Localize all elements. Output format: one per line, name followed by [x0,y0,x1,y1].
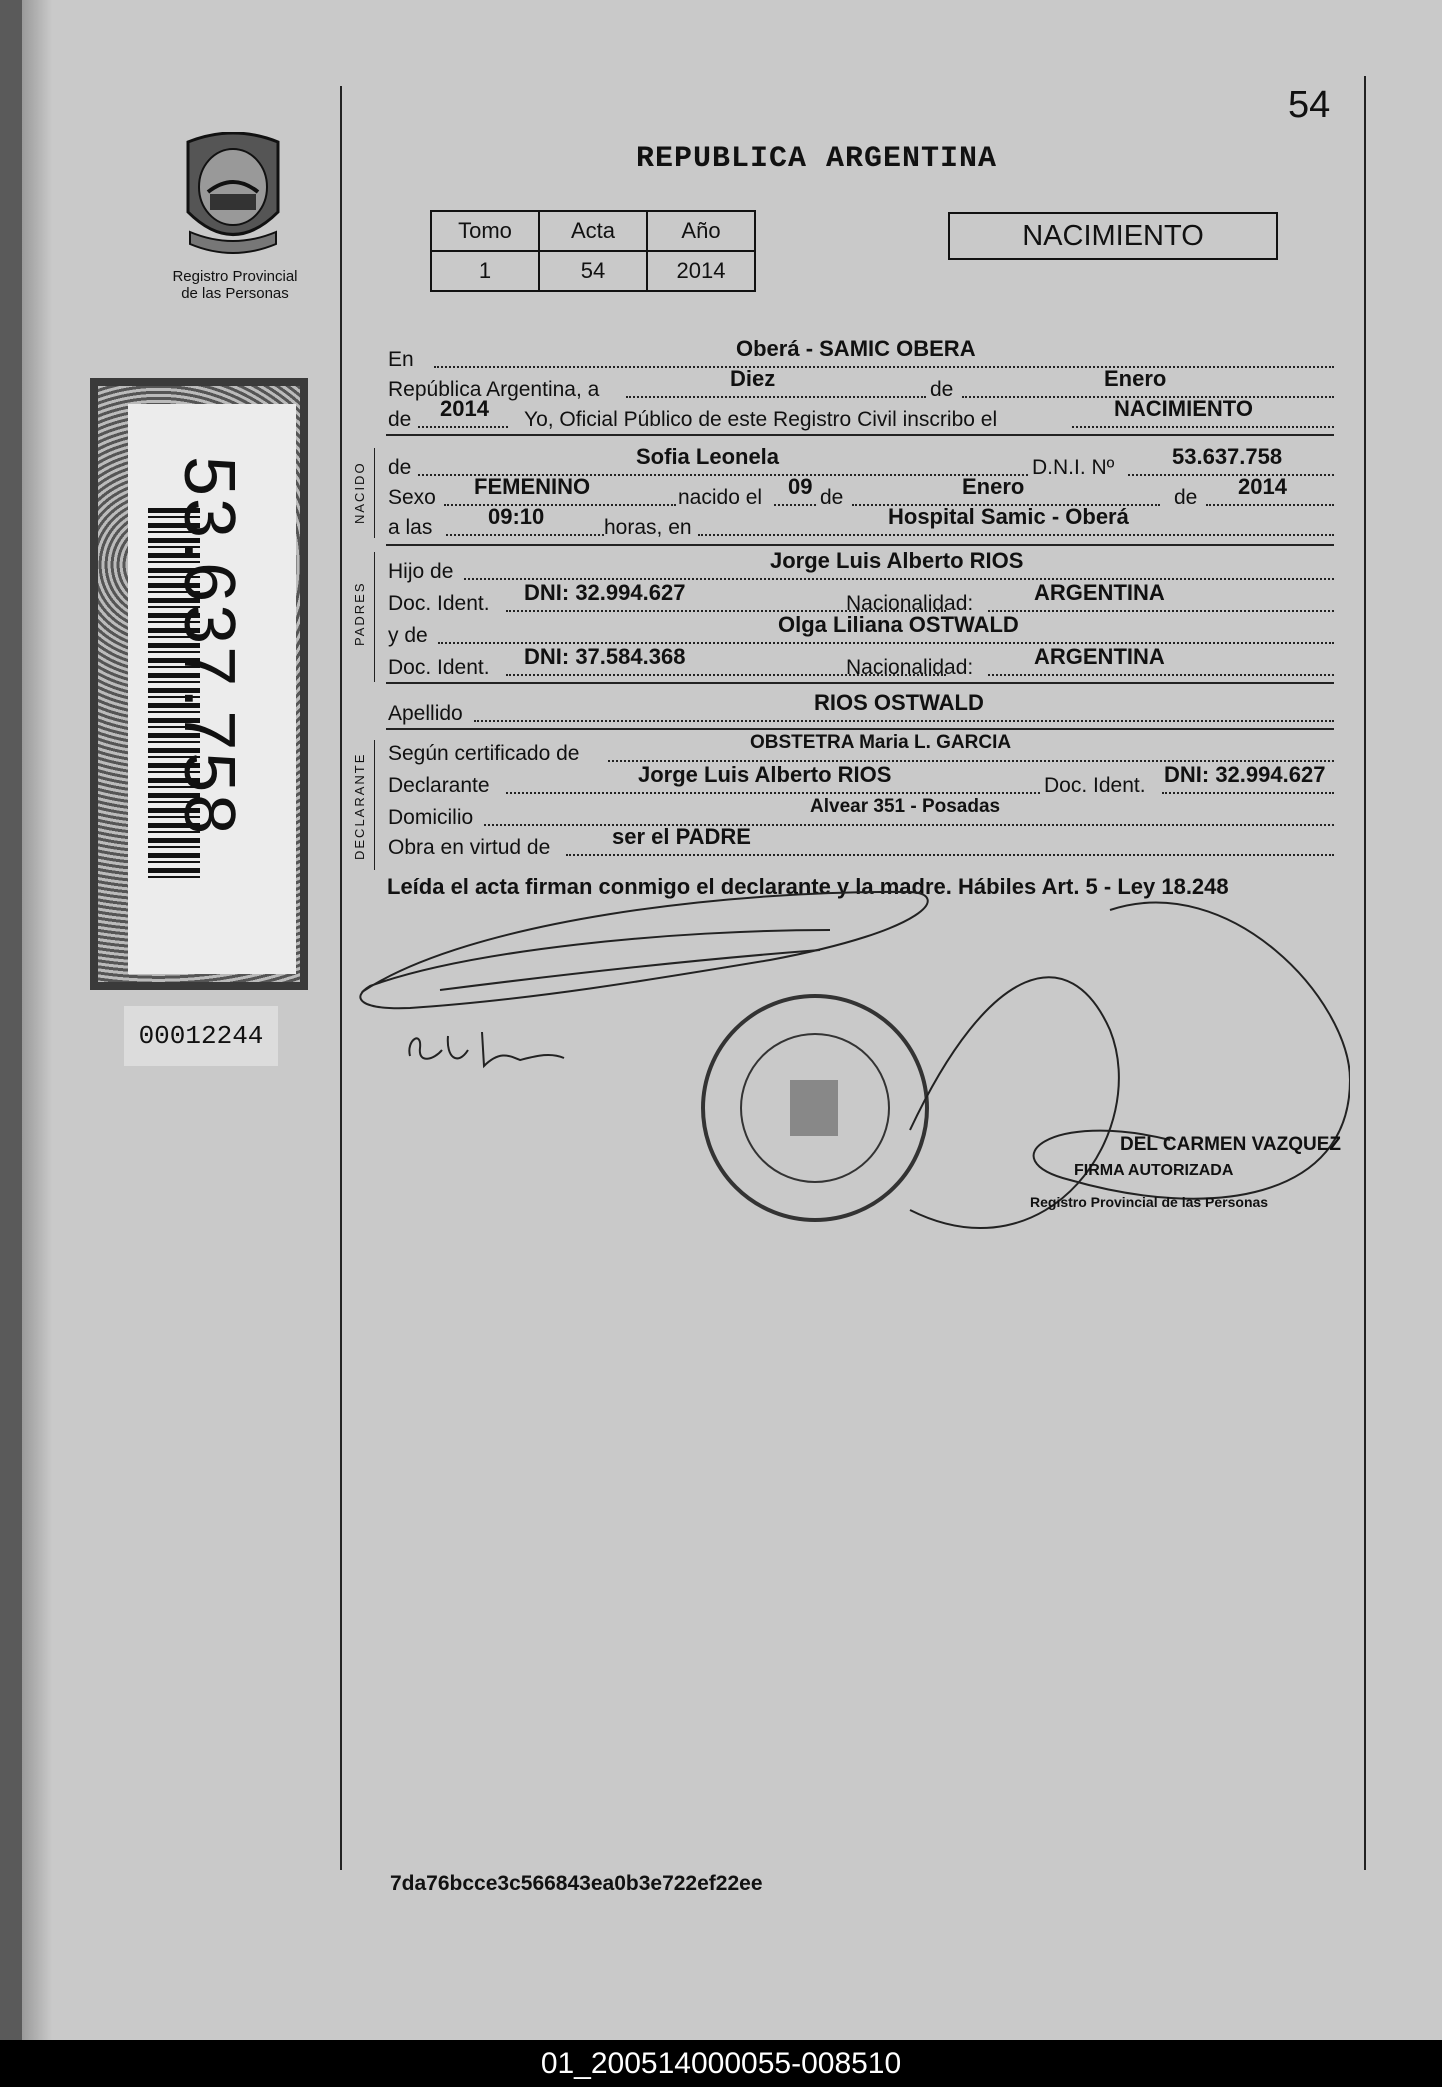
label-doc-madre: Doc. Ident. [388,656,490,679]
label-segun: Según certificado de [388,742,580,765]
value-hora: 09:10 [488,504,545,529]
value-sexo: FEMENINO [474,474,591,499]
scan-footer-id: 01_200514000055-008510 [0,2040,1442,2087]
officer-name: DEL CARMEN VAZQUEZ [1120,1134,1341,1155]
value-acta: 54 [539,251,647,291]
label-nacionalidad-padre: Nacionalidad: [846,592,974,615]
row-hora [388,504,1334,540]
value-en: Oberá - SAMIC OBERA [736,336,976,361]
value-apellido: RIOS OSTWALD [814,690,984,715]
section-bracket-padres [374,552,375,682]
province-seal-logo [178,132,288,262]
value-domicilio: Alvear 351 - Posadas [810,796,1001,817]
value-lugar: Hospital Samic - Oberá [888,504,1129,529]
divider-2 [386,544,1334,546]
row-en [388,336,1334,372]
label-de-nacido-mes: de [820,486,844,509]
acta-table [430,210,756,292]
value-dia: Diez [730,366,776,391]
value-doc-padre: DNI: 32.994.627 [524,580,686,605]
header-tomo: Tomo [431,211,539,251]
value-madre: Olga Liliana OSTWALD [778,612,1019,637]
label-apellido: Apellido [388,702,463,725]
value-dni: 53.637.758 [1172,444,1283,469]
row-domicilio [388,796,1334,830]
section-bracket-nacido [374,448,375,538]
value-declarante: Jorge Luis Alberto RIOS [638,762,892,787]
record-type-box: NACIMIENTO [948,212,1278,260]
divider-1 [386,434,1334,436]
label-de-anio: de [388,408,412,431]
label-doc-padre: Doc. Ident. [388,592,490,615]
value-nacionalidad-madre: ARGENTINA [1034,644,1165,669]
registry-caption-line2: de las Personas [181,285,289,302]
registry-caption-line1: Registro Provincial [172,268,298,285]
row-anio [388,396,1334,432]
label-y-de: y de [388,624,428,647]
officer-registry: Registro Provincial de las Personas [1030,1194,1269,1210]
value-nombre: Sofia Leonela [636,444,780,469]
label-de-nacido-anio: de [1174,486,1198,509]
document-title: REPUBLICA ARGENTINA [636,142,998,176]
legal-statement: Leída el acta firman conmigo el declarante y la madre. Hábiles Art. 5 - Ley 18.248 [387,874,1229,899]
registry-caption [160,268,310,302]
label-declarante: Declarante [388,774,490,797]
label-sexo: Sexo [388,486,436,509]
label-nacido-el: nacido el [678,486,763,509]
paper-edge-shadow [22,0,52,2040]
label-en: En [388,348,414,371]
value-nacido-anio: 2014 [1238,474,1287,499]
row-apellido [388,690,1334,726]
dots-dia [626,372,926,398]
header-acta: Acta [539,211,647,251]
label-horas-en: horas, en [604,516,692,539]
header-anio: Año [647,211,755,251]
label-doc-declarante: Doc. Ident. [1044,774,1146,797]
label-de-nombre: de [388,456,412,479]
label-a-las: a las [388,516,433,539]
value-padre: Jorge Luis Alberto RIOS [770,548,1024,573]
signatures-and-stamp [350,880,1350,1350]
officer-role: FIRMA AUTORIZADA [1074,1162,1234,1179]
section-bracket-declarante [374,740,375,870]
value-nacionalidad-padre: ARGENTINA [1034,580,1165,605]
value-doc-declarante: DNI: 32.994.627 [1164,762,1326,787]
value-nacido-dia: 09 [788,474,813,499]
label-nacionalidad-madre: Nacionalidad: [846,656,974,679]
value-segun: OBSTETRA Maria L. GARCIA [750,732,1012,753]
value-doc-madre: DNI: 37.584.368 [524,644,686,669]
value-mes: Enero [1104,366,1167,391]
page-number: 54 [1288,84,1331,126]
serial-number: 00012244 [124,1006,278,1066]
side-label-nacido: NACIDO [352,461,367,524]
left-margin-rule [340,86,342,1870]
value-tomo: 1 [431,251,539,291]
declarant-signature [360,892,927,1008]
label-republica: República Argentina, a [388,378,600,401]
row-declarante [388,762,1334,798]
mother-signature [409,1032,564,1066]
right-margin-rule [1364,76,1366,1870]
barcode-number: 53.637.758 [169,456,249,837]
value-anio: 2014 [647,251,755,291]
label-yo-oficial: Yo, Oficial Público de este Registro Civil inscribo el [524,408,998,431]
label-hijo-de: Hijo de [388,560,454,583]
divider-4 [386,728,1334,730]
label-obra: Obra en virtud de [388,836,551,859]
label-dni: D.N.I. Nº [1032,456,1115,479]
label-domicilio: Domicilio [388,806,474,829]
side-label-padres: PADRES [352,581,367,646]
row-doc-madre [388,644,1334,680]
label-de-mes: de [930,378,954,401]
document-hash: 7da76bcce3c566843ea0b3e722ef22ee [390,1872,763,1895]
value-obra: ser el PADRE [612,824,751,849]
divider-3 [386,682,1334,684]
value-nacido-mes: Enero [962,474,1025,499]
row-obra [388,824,1334,860]
value-anio-inscripcion: 2014 [440,396,489,421]
registry-stamp [703,996,927,1220]
value-inscribe: NACIMIENTO [1114,396,1253,421]
side-label-declarante: DECLARANTE [352,752,367,860]
